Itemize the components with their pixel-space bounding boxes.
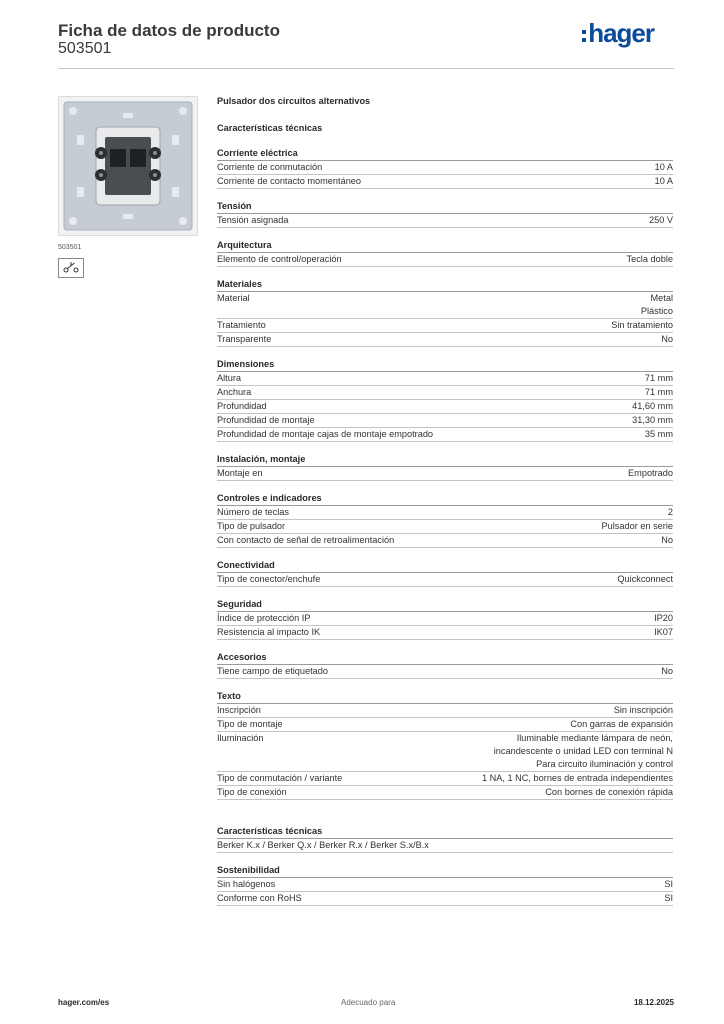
spec-value: Iluminable mediante lámpara de neón, incandescente o unidad LED con terminal N Para circuito iluminación y control bbox=[493, 733, 673, 769]
logo-dots-icon bbox=[582, 30, 586, 42]
footer-date: 18.12.2025 bbox=[633, 998, 674, 1007]
spec-value: Pulsador en serie bbox=[601, 521, 673, 531]
spec-value: No bbox=[661, 535, 673, 545]
section-title: Tensión bbox=[217, 201, 673, 214]
spec-row bbox=[217, 253, 673, 267]
spec-value: 250 V bbox=[648, 215, 673, 225]
spec-row bbox=[217, 612, 673, 626]
spec-label: Corriente de contacto momentáneo bbox=[217, 176, 362, 186]
spec-label: Corriente de conmutación bbox=[217, 162, 323, 172]
spec-row bbox=[217, 506, 673, 520]
spec-row bbox=[217, 573, 673, 587]
spec-value: No bbox=[661, 334, 673, 344]
spec-row bbox=[217, 718, 673, 732]
spec-label: Tipo de pulsador bbox=[217, 521, 286, 531]
spec-value: Quickconnect bbox=[617, 574, 673, 584]
section-title: Conectividad bbox=[217, 560, 673, 573]
section-title: Características técnicas bbox=[217, 826, 673, 839]
spec-label: Profundidad de montaje bbox=[217, 415, 315, 425]
section-title: Seguridad bbox=[217, 599, 673, 612]
spec-label: Berker K.x / Berker Q.x / Berker R.x / Berker S.x/B.x bbox=[217, 840, 429, 850]
spec-row bbox=[217, 772, 673, 786]
spec-label: Altura bbox=[217, 373, 242, 383]
spec-label: Índice de protección IP bbox=[217, 613, 311, 623]
spec-value: Metal Plástico bbox=[640, 293, 673, 316]
section-title: Dimensiones bbox=[217, 359, 673, 372]
spec-row bbox=[217, 400, 673, 414]
spec-row bbox=[217, 175, 673, 189]
spec-value: 71 mm bbox=[644, 387, 673, 397]
spec-label: Tipo de conmutación / variante bbox=[217, 773, 343, 783]
spec-value: 35 mm bbox=[644, 429, 673, 439]
spec-sections bbox=[217, 123, 673, 906]
spec-row bbox=[217, 467, 673, 481]
switch-symbol-icon bbox=[58, 258, 84, 278]
document-title: Ficha de datos de producto bbox=[58, 21, 280, 40]
section-title: Accesorios bbox=[217, 652, 673, 665]
logo-text: hager bbox=[588, 18, 654, 48]
spec-value: 2 bbox=[667, 507, 673, 517]
spec-value: 10 A bbox=[654, 176, 673, 186]
spec-value: 31,30 mm bbox=[632, 415, 673, 425]
spec-value: Con garras de expansión bbox=[570, 719, 673, 729]
spec-label: Conforme con RoHS bbox=[217, 893, 302, 903]
spec-label: Transparente bbox=[217, 334, 272, 344]
spec-value: 41,60 mm bbox=[632, 401, 673, 411]
spec-label: Resistencia al impacto IK bbox=[217, 627, 321, 637]
spec-value: 1 NA, 1 NC, bornes de entrada independientes bbox=[481, 773, 673, 783]
section-title: Corriente eléctrica bbox=[217, 148, 673, 161]
push-button-mechanism-image bbox=[59, 97, 197, 235]
spec-value: SI bbox=[664, 879, 673, 889]
brand-logo bbox=[582, 20, 654, 46]
spec-row bbox=[217, 704, 673, 718]
spec-row bbox=[217, 892, 673, 906]
spec-value: 71 mm bbox=[644, 373, 673, 383]
spec-label: Inscripción bbox=[217, 705, 261, 715]
spec-row bbox=[217, 372, 673, 386]
spec-label: Profundidad bbox=[217, 401, 267, 411]
spec-label: Número de teclas bbox=[217, 507, 290, 517]
spec-label: Elemento de control/operación bbox=[217, 254, 342, 264]
image-caption: 503501 bbox=[58, 244, 82, 251]
spec-value: IK07 bbox=[654, 627, 673, 637]
spec-label: Con contacto de señal de retroalimentación bbox=[217, 535, 395, 545]
spec-row bbox=[217, 319, 673, 333]
spec-row bbox=[217, 428, 673, 442]
section-title: Controles e indicadores bbox=[217, 493, 673, 506]
spec-row bbox=[217, 414, 673, 428]
section-title: Instalación, montaje bbox=[217, 454, 673, 467]
spec-label: Tiene campo de etiquetado bbox=[217, 666, 329, 676]
spec-label: Montaje en bbox=[217, 468, 263, 478]
footer-center-text: Adecuado para bbox=[341, 998, 396, 1007]
spec-label: Tipo de conector/enchufe bbox=[217, 574, 321, 584]
spec-row bbox=[217, 161, 673, 175]
section-title: Características técnicas bbox=[217, 123, 323, 133]
spec-value: 10 A bbox=[654, 162, 673, 172]
spec-value: SI bbox=[664, 893, 673, 903]
spec-label: Sin halógenos bbox=[217, 879, 276, 889]
spec-label: Tratamiento bbox=[217, 320, 266, 330]
spec-value: Empotrado bbox=[628, 468, 673, 478]
spec-row bbox=[217, 292, 673, 319]
spec-row bbox=[217, 665, 673, 679]
spec-row bbox=[217, 333, 673, 347]
product-code: 503501 bbox=[58, 40, 112, 57]
spec-row bbox=[217, 878, 673, 892]
product-media bbox=[58, 96, 198, 278]
spec-row bbox=[217, 214, 673, 228]
spec-value: Sin inscripción bbox=[613, 705, 673, 715]
section-title: Sostenibilidad bbox=[217, 865, 673, 878]
spec-label: Anchura bbox=[217, 387, 252, 397]
spec-label: Iluminación bbox=[217, 733, 264, 743]
product-name: Pulsador dos circuitos alternativos bbox=[217, 96, 371, 106]
spec-row bbox=[217, 386, 673, 400]
spec-row bbox=[217, 786, 673, 800]
spec-label: Tipo de conexión bbox=[217, 787, 287, 797]
section-title: Materiales bbox=[217, 279, 673, 292]
spec-label: Tipo de montaje bbox=[217, 719, 283, 729]
product-photo bbox=[58, 96, 198, 236]
section-title: Texto bbox=[217, 691, 673, 704]
page-header bbox=[58, 20, 674, 69]
spec-row bbox=[217, 839, 673, 853]
spec-value: Con bornes de conexión rápida bbox=[545, 787, 673, 797]
spec-value: Tecla doble bbox=[626, 254, 673, 264]
spec-row bbox=[217, 626, 673, 640]
footer-site-link[interactable]: hager.com/es bbox=[58, 998, 110, 1007]
spec-row bbox=[217, 520, 673, 534]
spec-row bbox=[217, 534, 673, 548]
spec-value: No bbox=[661, 666, 673, 676]
spec-label: Material bbox=[217, 293, 250, 303]
spec-content bbox=[217, 96, 673, 906]
spec-row bbox=[217, 732, 673, 772]
spec-label: Tensión asignada bbox=[217, 215, 289, 225]
spec-value: IP20 bbox=[654, 613, 673, 623]
section-title: Arquitectura bbox=[217, 240, 673, 253]
spec-label: Profundidad de montaje cajas de montaje empotrado bbox=[217, 429, 434, 439]
spec-value: Sin tratamiento bbox=[611, 320, 673, 330]
